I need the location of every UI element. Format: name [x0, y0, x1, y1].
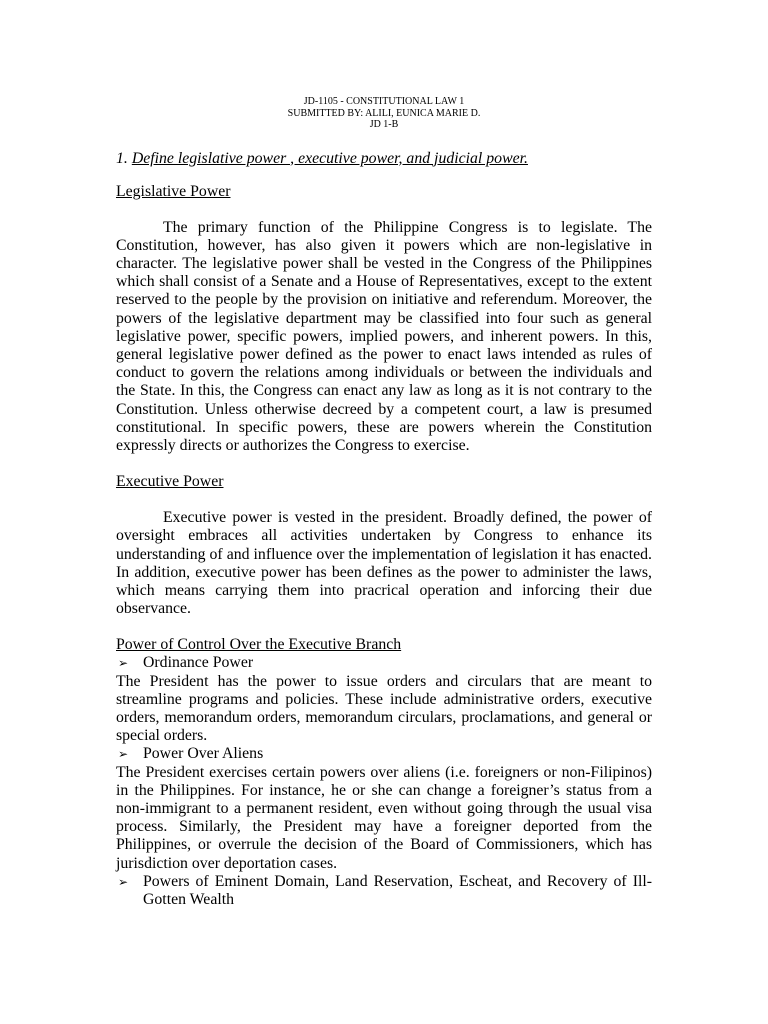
executive-power-heading: Executive Power [116, 473, 224, 491]
question-number: 1. [116, 149, 128, 167]
bullet-title: Powers of Eminent Domain, Land Reservation, Escheat, and Recovery of Ill-Gotten Wealth [143, 872, 652, 908]
ordinance-power-paragraph: The President has the power to issue orders and circulars that are meant to streamline programs and policies. These include administrative orders, executive orders, memorandum orders, memorandum circulars, proclamations, and general or special orders. [116, 672, 652, 745]
executive-power-paragraph: Executive power is vested in the president. Broadly defined, the power of oversight embraces all activities undertaken by Congress to enhance its understanding of and influence over the implementation of legislation it has enacted. In addition, executive power has been defines as the power to administer the laws, which means carrying them into pracrical operation and inforcing their due observance. [116, 509, 652, 618]
question-text: Define legislative power , executive power, and judicial power. [131, 149, 528, 167]
course-line: JD-1105 - CONSTITUTIONAL LAW 1 [303, 96, 465, 107]
bullet-eminent-domain [116, 873, 652, 909]
arrow-bullet-icon: ➢ [118, 656, 129, 671]
question-1 [116, 149, 652, 169]
document-page [116, 96, 652, 909]
submitted-by-line: SUBMITTED BY: ALILI, EUNICA MARIE D. [287, 107, 481, 119]
power-over-aliens-paragraph: The President exercises certain powers over aliens (i.e. foreigners or non-Filipinos) in the Philippines. For instance, he or she can change a foreigner’s status from a non-immigrant to a permanent resident, even without going through the usual visa process. Similarly, the President may have a foreigner deported from the Philippines, or overrule the decision of the Board of Commissioners, which has jurisdiction over deportation cases. [116, 763, 652, 872]
legislative-power-paragraph: The primary function of the Philippine Congress is to legislate. The Constitution, however, has also given it powers which are non-legislative in character. The legislative power shall be vested in the Congress of the Philippines which shall consist of a Senate and a House of Representatives, except to the extent reserved to the people by the provision on initiative and referendum. Moreover, the powers of the legislative department may be classified into four such as general legislative power, specific powers, implied powers, and inherent powers. In this, general legislative power defined as the power to enact laws intended as rules of conduct to govern the relations among individuals or between the individuals and the State. In this, the Congress can enact any law as long as it is not contrary to the Constitution. Unless otherwise decreed by a competent court, a law is presumed constitutional. In specific powers, these are powers wherein the Constitution expressly directs or authorizes the Congress to exercise. [116, 218, 652, 454]
power-of-control-heading: Power of Control Over the Executive Branch [116, 636, 402, 654]
arrow-bullet-icon: ➢ [118, 747, 129, 762]
section-line: JD 1-B [369, 119, 399, 130]
bullet-title: Ordinance Power [143, 654, 254, 672]
arrow-bullet-icon: ➢ [118, 874, 129, 889]
legislative-power-heading: Legislative Power [116, 182, 231, 200]
bullet-power-over-aliens [116, 745, 652, 763]
bullet-ordinance-power [116, 654, 652, 672]
bullet-title: Power Over Aliens [143, 745, 264, 763]
document-header [106, 96, 662, 131]
